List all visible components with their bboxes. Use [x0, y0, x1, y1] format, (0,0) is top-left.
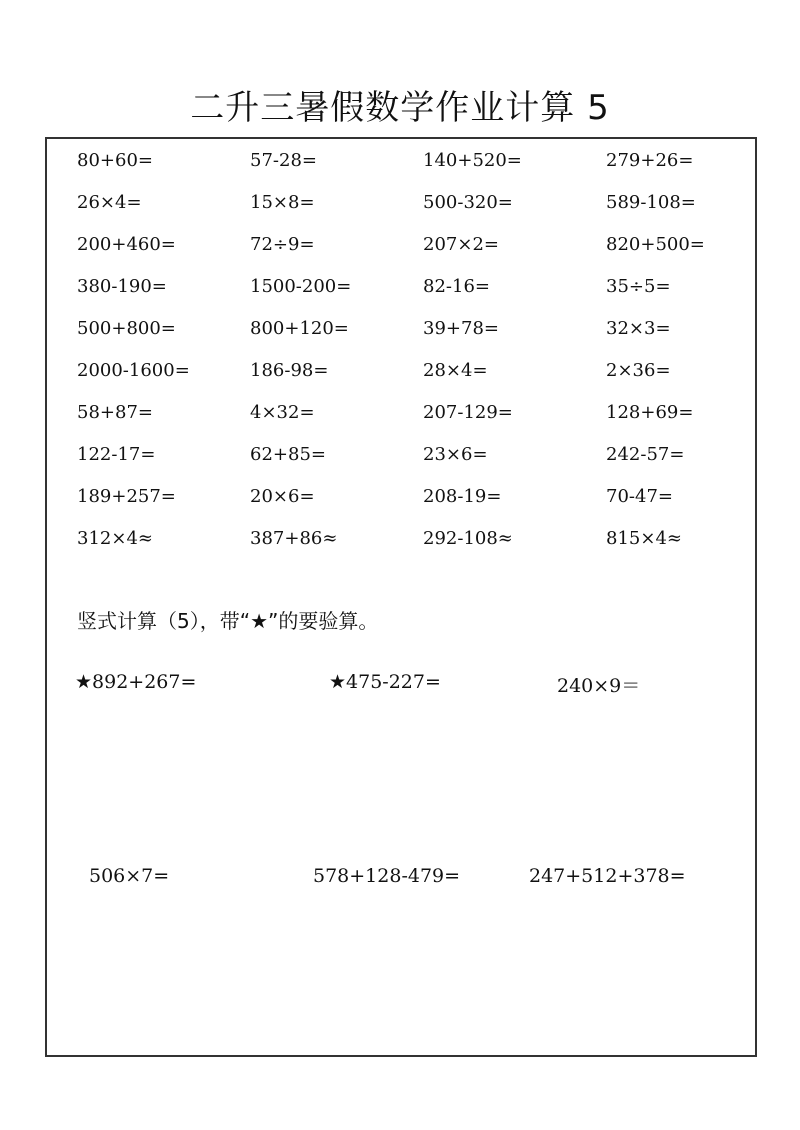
worksheet-frame [45, 137, 757, 1057]
oral-calculation-grid [77, 147, 737, 567]
oral-problem: 207-129= [423, 402, 513, 423]
oral-problem: 20×6= [250, 486, 315, 507]
vertical-problem: 578+128-479= [313, 865, 461, 887]
oral-problem: 186-98= [250, 360, 329, 381]
oral-problem: 292-108≈ [423, 528, 513, 549]
oral-problem: 279+26= [606, 150, 694, 171]
oral-problem: 82-16= [423, 276, 490, 297]
oral-problem: 208-19= [423, 486, 502, 507]
vertical-problem: 247+512+378= [529, 865, 686, 887]
oral-problem: 207×2= [423, 234, 499, 255]
oral-problem: 4×32= [250, 402, 315, 423]
oral-problem: 15×8= [250, 192, 315, 213]
oral-problem: 72÷9= [250, 234, 315, 255]
section-heading: 竖式计算（5），带“★”的要验算。 [77, 609, 379, 633]
oral-problem: 820+500= [606, 234, 705, 255]
oral-problem: 62+85= [250, 444, 326, 465]
oral-problem: 128+69= [606, 402, 694, 423]
oral-problem: 815×4≈ [606, 528, 682, 549]
oral-problem: 200+460= [77, 234, 176, 255]
oral-problem: 32×3= [606, 318, 671, 339]
oral-problem: 2×36= [606, 360, 671, 381]
oral-problem: 800+120= [250, 318, 349, 339]
oral-problem: 58+87= [77, 402, 153, 423]
oral-problem: 23×6= [423, 444, 488, 465]
oral-problem: 500-320= [423, 192, 513, 213]
oral-problem: 70-47= [606, 486, 673, 507]
vertical-problem: ★475-227= [329, 671, 441, 693]
page-title: 二升三暑假数学作业计算 5 [190, 88, 610, 128]
oral-problem: 189+257= [77, 486, 176, 507]
vertical-problem: 506×7= [89, 865, 170, 887]
vertical-problem: ★892+267= [75, 671, 197, 693]
oral-problem: 380-190= [77, 276, 167, 297]
oral-problem: 35÷5= [606, 276, 671, 297]
oral-problem: 1500-200= [250, 276, 352, 297]
oral-problem: 589-108= [606, 192, 696, 213]
oral-problem: 140+520= [423, 150, 522, 171]
oral-problem: 387+86≈ [250, 528, 338, 549]
oral-problem: 122-17= [77, 444, 156, 465]
oral-problem: 242-57= [606, 444, 685, 465]
oral-problem: 26×4= [77, 192, 142, 213]
vertical-problem: 240×9＝ [557, 675, 641, 697]
oral-problem: 28×4= [423, 360, 488, 381]
oral-problem: 312×4≈ [77, 528, 153, 549]
oral-problem: 39+78= [423, 318, 499, 339]
oral-problem: 80+60= [77, 150, 153, 171]
oral-problem: 500+800= [77, 318, 176, 339]
oral-problem: 2000-1600= [77, 360, 190, 381]
oral-problem: 57-28= [250, 150, 317, 171]
